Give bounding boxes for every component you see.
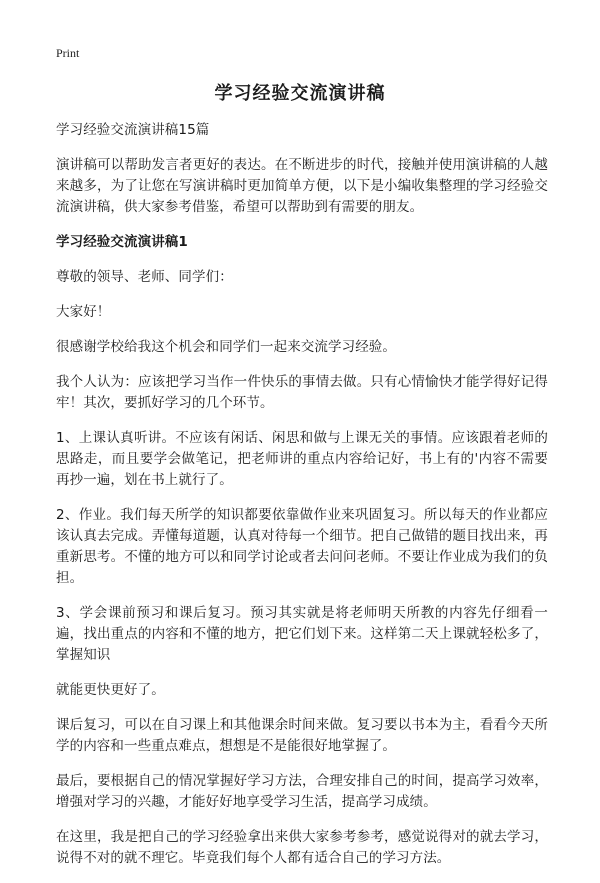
section-heading: 学习经验交流演讲稿1 <box>56 234 188 250</box>
paragraph: 2、作业。我们每天所学的知识都要依靠做作业来巩固复习。所以每天的作业都应该认真去完成。弄懂每道题，认真对待每一个细节。把自己做错的题目找出来，再重新思考。不懂的地方可以和同学讨论或者去问问老师。不要让作业成为我们的负担。 <box>56 507 548 586</box>
intro-paragraph: 演讲稿可以帮助发言者更好的表达。在不断进步的时代，接触并使用演讲稿的人越来越多，为了让您在写演讲稿时更加简单方便，以下是小编收集整理的学习经验交流演讲稿，供大家参考借鉴，希望可以帮助到有需要的朋友。 <box>56 157 548 215</box>
paragraph: 最后，要根据自己的情况掌握好学习方法，合理安排自己的时间，提高学习效率，增强对学习的兴趣，才能好好地享受学习生活，提高学习成绩。 <box>56 773 548 810</box>
greeting: 大家好！ <box>56 304 111 320</box>
document-body <box>56 120 548 883</box>
paragraph: 在这里，我是把自己的学习经验拿出来供大家参考参考，感觉说得对的就去学习，说得不对的就不理它。毕竟我们每个人都有适合自己的学习方法。 <box>56 829 548 866</box>
paragraph: 1、上课认真听讲。不应该有闲话、闲思和做与上课无关的事情。应该跟着老师的思路走，而且要学会做笔记，把老师讲的重点内容给记好，书上有的'内容不需要再抄一遍，划在书上就行了。 <box>56 430 548 488</box>
paragraph: 就能更快更好了。 <box>56 682 165 698</box>
salutation: 尊敬的领导、老师、同学们： <box>56 269 233 285</box>
paragraph: 我个人认为：应该把学习当作一件快乐的事情去做。只有心情愉快才能学得好记得牢！其次，要抓好学习的几个环节。 <box>56 374 548 411</box>
paragraph: 很感谢学校给我这个机会和同学们一起来交流学习经验。 <box>56 339 396 355</box>
document-subtitle: 学习经验交流演讲稿15篇 <box>56 122 210 138</box>
print-link[interactable]: Print <box>56 46 80 60</box>
page-title: 学习经验交流演讲稿 <box>214 83 386 104</box>
paragraph: 课后复习，可以在自习课上和其他课余时间来做。复习要以书本为主，看看今天所学的内容和一些重点难点，想想是不是能很好地掌握了。 <box>56 717 548 754</box>
paragraph: 3、学会课前预习和课后复习。预习其实就是将老师明天所教的内容先仔细看一遍，找出重点的内容和不懂的地方，把它们划下来。这样第二天上课就轻松多了，掌握知识 <box>56 605 548 663</box>
